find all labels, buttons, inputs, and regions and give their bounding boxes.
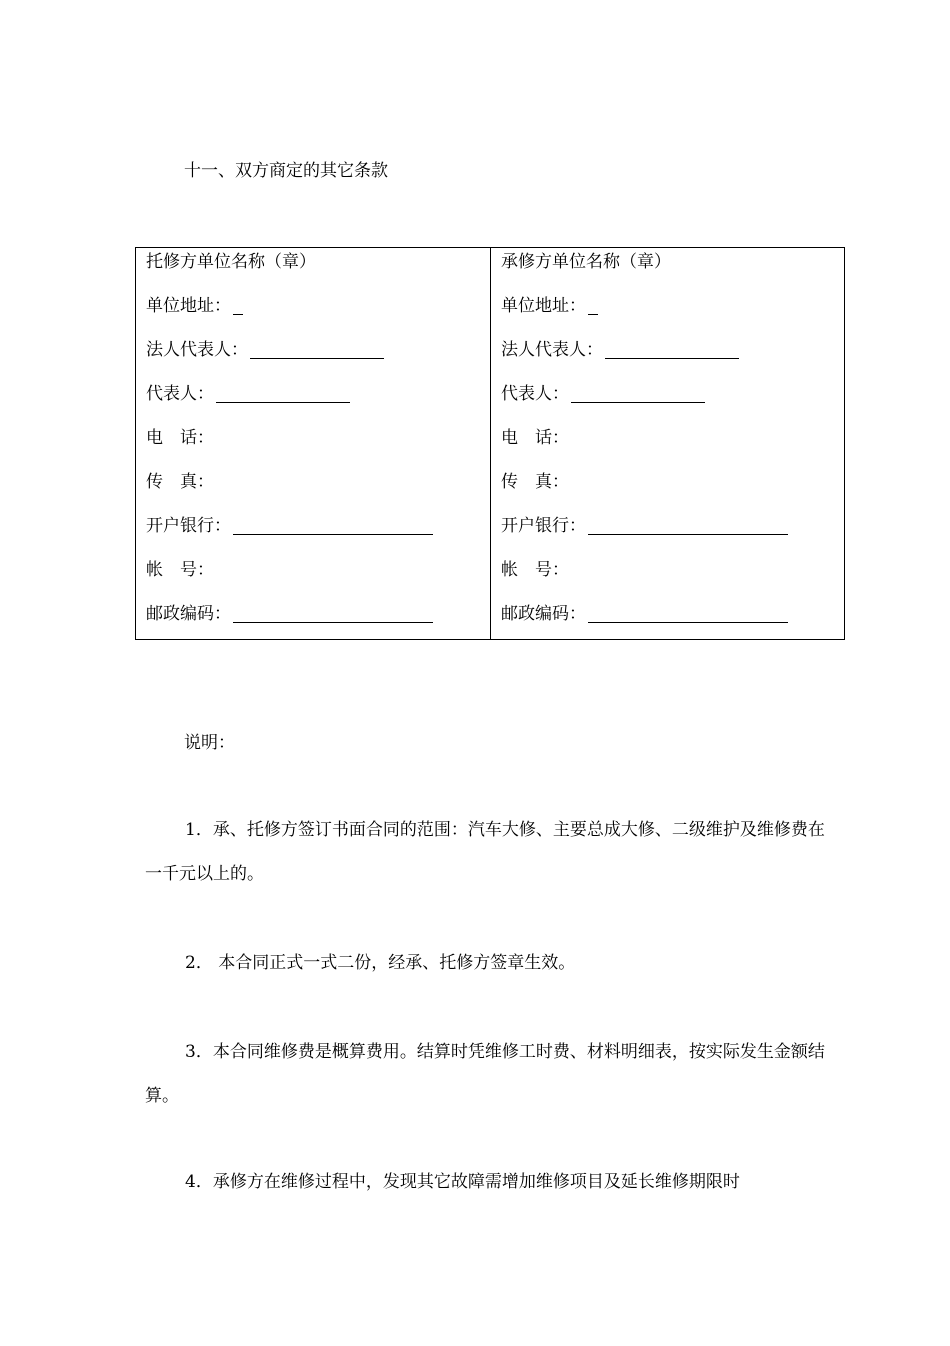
- contractor-address-row: [501, 298, 598, 315]
- client-legal-rep-row: [146, 342, 384, 359]
- client-rep-field[interactable]: [216, 386, 350, 403]
- contractor-title: 承修方单位名称（章）: [501, 252, 671, 272]
- table-divider: [490, 248, 491, 639]
- contractor-account-label: 帐 号：: [501, 560, 569, 580]
- contractor-rep-field[interactable]: [571, 386, 705, 403]
- contractor-bank-label: 开户银行：: [501, 516, 586, 536]
- client-postcode-label: 邮政编码：: [146, 604, 231, 624]
- signature-table: [135, 247, 845, 640]
- contractor-address-field[interactable]: [588, 298, 598, 315]
- note-item-2: 2． 本合同正式一式二份，经承、托修方签章生效。: [185, 953, 576, 973]
- client-legal-rep-field[interactable]: [250, 342, 384, 359]
- client-bank-field[interactable]: [233, 518, 433, 535]
- client-column: [146, 248, 486, 639]
- contractor-legal-rep-row: [501, 342, 739, 359]
- contractor-fax-label: 传 真：: [501, 472, 569, 492]
- client-postcode-row: [146, 606, 433, 623]
- client-phone-label: 电 话：: [146, 428, 214, 448]
- contractor-address-label: 单位地址：: [501, 296, 586, 316]
- contractor-postcode-field[interactable]: [588, 606, 788, 623]
- client-bank-label: 开户银行：: [146, 516, 231, 536]
- client-postcode-field[interactable]: [233, 606, 433, 623]
- contractor-rep-label: 代表人：: [501, 384, 569, 404]
- client-title: 托修方单位名称（章）: [146, 252, 316, 272]
- contractor-rep-row: [501, 386, 705, 403]
- note-item-3: 3．本合同维修费是概算费用。结算时凭维修工时费、材料明细表，按实际发生金额结算。: [145, 1042, 825, 1106]
- client-address-label: 单位地址：: [146, 296, 231, 316]
- section-heading: 十一、双方商定的其它条款: [184, 161, 388, 181]
- note-item-4: 4．承修方在维修过程中，发现其它故障需增加维修项目及延长维修期限时: [185, 1172, 740, 1192]
- contractor-postcode-row: [501, 606, 788, 623]
- contractor-legal-rep-label: 法人代表人：: [501, 340, 603, 360]
- contractor-phone-label: 电 话：: [501, 428, 569, 448]
- contractor-postcode-label: 邮政编码：: [501, 604, 586, 624]
- contractor-bank-field[interactable]: [588, 518, 788, 535]
- client-bank-row: [146, 518, 433, 535]
- client-address-row: [146, 298, 243, 315]
- notes-title: 说明：: [184, 733, 235, 753]
- contractor-legal-rep-field[interactable]: [605, 342, 739, 359]
- contractor-column: [501, 248, 841, 639]
- contractor-bank-row: [501, 518, 788, 535]
- note-item-1: 1．承、托修方签订书面合同的范围：汽车大修、主要总成大修、二级维护及维修费在一千元以上的。: [145, 820, 825, 884]
- client-address-field[interactable]: [233, 298, 243, 315]
- client-account-label: 帐 号：: [146, 560, 214, 580]
- client-legal-rep-label: 法人代表人：: [146, 340, 248, 360]
- client-fax-label: 传 真：: [146, 472, 214, 492]
- client-rep-label: 代表人：: [146, 384, 214, 404]
- client-rep-row: [146, 386, 350, 403]
